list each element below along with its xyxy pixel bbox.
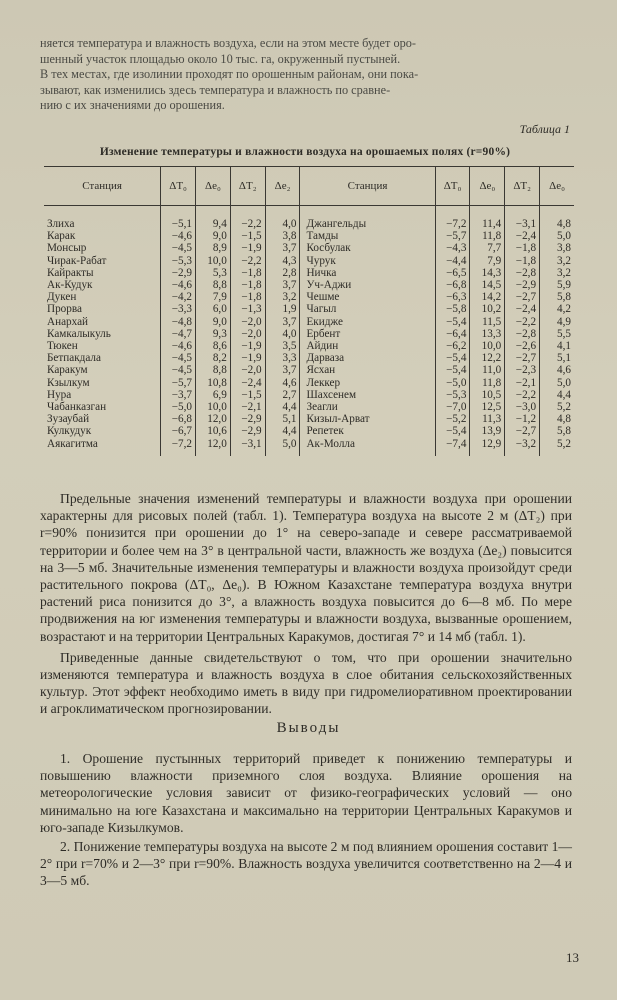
value-cell: −1,9 (230, 352, 265, 364)
value-cell: 14,3 (470, 267, 505, 279)
table-row (44, 291, 574, 303)
value-cell: −1,8 (230, 279, 265, 291)
value-cell: 5,0 (265, 438, 300, 456)
value-cell: 10,6 (195, 425, 230, 437)
value-cell: 11,8 (470, 230, 505, 242)
station-cell: Кулкудук (47, 425, 92, 438)
table-row (44, 279, 574, 291)
value-cell: −6,5 (435, 267, 470, 279)
value-cell: −7,2 (161, 438, 196, 456)
value-cell: −5,2 (435, 413, 470, 425)
value-cell: 3,3 (265, 352, 300, 364)
value-cell: −7,0 (435, 401, 470, 413)
value-cell: −2,8 (505, 267, 540, 279)
value-cell: 10,5 (470, 389, 505, 401)
value-cell: −4,4 (435, 255, 470, 267)
value-cell: 13,9 (470, 425, 505, 437)
value-cell: −5,3 (161, 255, 196, 267)
header-station: Станция (44, 167, 161, 206)
value-cell: 5,5 (540, 328, 574, 340)
value-cell: −2,0 (230, 328, 265, 340)
value-cell: 5,9 (540, 279, 574, 291)
station-cell: Уч-Аджи (300, 279, 435, 291)
value-cell: 10,0 (195, 255, 230, 267)
value-cell: 7,9 (195, 291, 230, 303)
station-cell: Ясхан (300, 364, 435, 376)
value-cell: 10,0 (195, 401, 230, 413)
table-body (44, 206, 574, 456)
value-cell: −3,1 (230, 438, 265, 456)
value-cell: 6,9 (195, 389, 230, 401)
value-cell: −3,0 (505, 401, 540, 413)
station-cell: Чирак-Рабат (47, 254, 107, 267)
value-cell: −4,2 (161, 291, 196, 303)
intro-line: В тех местах, где изолинии проходят по орошенным районам, они пока- (40, 67, 419, 81)
intro-line: нию с их значениями до орошения. (40, 98, 225, 112)
station-cell: Кзылкум (47, 376, 90, 389)
table-row (44, 316, 574, 328)
station-cell: Айдин (300, 340, 435, 352)
value-cell: 4,6 (540, 364, 574, 376)
station-cell: Ак-Молла (300, 438, 435, 456)
station-cell: Дарваза (300, 352, 435, 364)
value-cell: 8,6 (195, 340, 230, 352)
value-cell: 1,9 (265, 303, 300, 315)
value-cell: −1,5 (230, 389, 265, 401)
value-cell: −1,8 (230, 291, 265, 303)
value-cell: −6,3 (435, 291, 470, 303)
value-cell: −5,0 (161, 401, 196, 413)
value-cell: 11,3 (470, 413, 505, 425)
value-cell: 3,7 (265, 242, 300, 254)
station-cell: Анархай (47, 315, 89, 328)
value-cell: −5,1 (161, 206, 196, 231)
station-cell: Бетпакдала (47, 352, 101, 365)
data-table (44, 166, 574, 456)
value-cell: −4,3 (435, 242, 470, 254)
value-cell: −1,8 (230, 267, 265, 279)
header-de0-3: Δe₀ (540, 167, 574, 206)
station-cell: Ак-Кудук (47, 279, 93, 292)
conclusion-item: 1. Орошение пустынных территорий приведет к понижению температуры и повышению влажности приземного слоя воздуха. Влияние орошения на метеорологические условия зависит от физико-географических условий — оно минимально на юге Казахстана и максимально на территории Центральных Каракумов и юго-западе Кизылкумов. (40, 751, 572, 835)
header-de0: Δe₀ (195, 167, 230, 206)
table-row (44, 328, 574, 340)
value-cell: −5,4 (435, 352, 470, 364)
value-cell: 6,0 (195, 303, 230, 315)
station-cell: Ербент (300, 328, 435, 340)
value-cell: 12,5 (470, 401, 505, 413)
value-cell: −6,8 (161, 413, 196, 425)
table-row (44, 340, 574, 352)
table-row (44, 206, 574, 231)
value-cell: 4,6 (265, 377, 300, 389)
value-cell: −1,8 (505, 255, 540, 267)
value-cell: 4,8 (540, 413, 574, 425)
station-cell: Зузаубай (47, 413, 90, 426)
table-row (44, 438, 574, 456)
value-cell: −1,5 (230, 230, 265, 242)
value-cell: −5,0 (435, 377, 470, 389)
table-row (44, 364, 574, 376)
header-dt0: ΔT₀ (161, 167, 196, 206)
value-cell: 14,5 (470, 279, 505, 291)
table-row (44, 267, 574, 279)
station-cell: Дукен (47, 291, 77, 304)
header-station-2: Станция (300, 167, 435, 206)
value-cell: 10,8 (195, 377, 230, 389)
value-cell: 5,1 (265, 413, 300, 425)
value-cell: 3,7 (265, 364, 300, 376)
value-cell: −6,8 (435, 279, 470, 291)
header-de2: Δe₂ (265, 167, 300, 206)
value-cell: −4,7 (161, 328, 196, 340)
value-cell: −2,3 (505, 364, 540, 376)
value-cell: −5,8 (435, 303, 470, 315)
table-header-row (44, 167, 574, 206)
conclusion-item: 2. Понижение температуры воздуха на высоте 2 м под влиянием орошения составит 1—2° при r=70% и 2—3° при r=90%. Влажность воздуха увеличится соответственно на 2—4 и 3—5 мб. (40, 839, 572, 889)
value-cell: 11,4 (470, 206, 505, 231)
value-cell: −2,8 (505, 328, 540, 340)
value-cell: 5,8 (540, 291, 574, 303)
value-cell: −2,1 (505, 377, 540, 389)
station-cell: Чабанказган (47, 401, 107, 414)
value-cell: −4,5 (161, 242, 196, 254)
value-cell: −4,5 (161, 364, 196, 376)
value-cell: −2,2 (230, 206, 265, 231)
table-row (44, 389, 574, 401)
value-cell: −2,1 (230, 401, 265, 413)
value-cell: 13,3 (470, 328, 505, 340)
value-cell: 11,0 (470, 364, 505, 376)
value-cell: −5,4 (435, 425, 470, 437)
value-cell: −7,2 (435, 206, 470, 231)
value-cell: −3,7 (161, 389, 196, 401)
value-cell: 4,1 (540, 340, 574, 352)
value-cell: −1,8 (505, 242, 540, 254)
station-cell: Шахсенем (300, 389, 435, 401)
station-cell: Чурук (300, 255, 435, 267)
station-cell: Джангельды (300, 206, 435, 231)
value-cell: −3,3 (161, 303, 196, 315)
table-row (44, 255, 574, 267)
value-cell: 3,7 (265, 279, 300, 291)
value-cell: 8,8 (195, 279, 230, 291)
intro-line: зывают, как изменились здесь температура и влажность по сравне- (40, 82, 391, 97)
table-row (44, 352, 574, 364)
value-cell: 5,0 (540, 230, 574, 242)
value-cell: −4,5 (161, 352, 196, 364)
value-cell: −1,9 (230, 242, 265, 254)
value-cell: 4,0 (265, 328, 300, 340)
value-cell: 4,0 (265, 206, 300, 231)
value-cell: −4,8 (161, 316, 196, 328)
value-cell: −7,4 (435, 438, 470, 456)
station-cell: Екидже (300, 316, 435, 328)
station-cell: Кизыл-Арват (300, 413, 435, 425)
table-row (44, 230, 574, 242)
intro-line: шенный участок площадью около 10 тыс. га, окруженный пустыней. (40, 51, 401, 66)
value-cell: −2,7 (505, 291, 540, 303)
value-cell: −2,9 (230, 425, 265, 437)
value-cell: 4,4 (265, 425, 300, 437)
value-cell: 3,2 (265, 291, 300, 303)
station-cell: Чагыл (300, 303, 435, 315)
value-cell: 11,5 (470, 316, 505, 328)
value-cell: 5,8 (540, 425, 574, 437)
table-row (44, 401, 574, 413)
value-cell: −5,4 (435, 316, 470, 328)
value-cell: −6,2 (435, 340, 470, 352)
station-cell: Чешме (300, 291, 435, 303)
value-cell: 2,7 (265, 389, 300, 401)
section-heading: Выводы (276, 720, 341, 736)
value-cell: 5,2 (540, 401, 574, 413)
value-cell: 12,0 (195, 413, 230, 425)
value-cell: −2,4 (505, 230, 540, 242)
value-cell: 5,3 (195, 267, 230, 279)
header-dt0-2: ΔT₀ (435, 167, 470, 206)
value-cell: 10,0 (470, 340, 505, 352)
value-cell: −5,3 (435, 389, 470, 401)
value-cell: 3,8 (265, 230, 300, 242)
value-cell: 11,8 (470, 377, 505, 389)
value-cell: 3,8 (540, 242, 574, 254)
value-cell: 4,9 (540, 316, 574, 328)
station-cell: Леккер (300, 377, 435, 389)
value-cell: −2,4 (505, 303, 540, 315)
value-cell: −4,6 (161, 279, 196, 291)
station-cell: Нура (47, 388, 72, 401)
header-de0-2: Δe₀ (470, 167, 505, 206)
value-cell: 9,0 (195, 230, 230, 242)
station-cell: Косбулак (300, 242, 435, 254)
body-text (40, 490, 572, 722)
value-cell: −2,7 (505, 425, 540, 437)
conclusions (40, 750, 572, 892)
value-cell: −2,9 (505, 279, 540, 291)
value-cell: −4,6 (161, 230, 196, 242)
value-cell: 14,2 (470, 291, 505, 303)
station-cell: Камкалыкуль (47, 327, 111, 340)
body-paragraph: Предельные значения изменений температуры и влажности воздуха при орошении характерны для рисовых полей (табл. 1). Температура воздуха на высоте 2 м (ΔT₂) при r=90% понизится при орошении до 1° на северо-западе и севере рассматриваемой территории и более чем на 3° в центральной части, влажность же воздуха (Δe₂) повысится на 3—5 мб. Значительные изменения температуры и влажности воздуха произойдут среди растительного покрова (ΔT₀, Δe₀). В Южном Казахстане температура воздуха внутри растений риса понизится до 3°, а влажность воздуха повысится до 6—8 мб. По мере продвижения на юг изменения температуры и влажности воздуха, вызванные орошением, возрастают и на территории Центральных Каракумов, достигая 7° и 14 мб (табл. 1). (40, 491, 572, 644)
value-cell: 3,5 (265, 340, 300, 352)
station-cell: Зеагли (300, 401, 435, 413)
value-cell: 3,2 (540, 267, 574, 279)
value-cell: −2,0 (230, 316, 265, 328)
value-cell: 9,3 (195, 328, 230, 340)
table-row (44, 425, 574, 437)
value-cell: 8,8 (195, 364, 230, 376)
station-cell: Кайракты (47, 266, 94, 279)
value-cell: −2,7 (505, 352, 540, 364)
table-title: Изменение температуры и влажности воздуха на орошаемых полях (r=90%) (99, 146, 511, 158)
header-dt2: ΔT₂ (230, 167, 265, 206)
value-cell: 12,9 (470, 438, 505, 456)
value-cell: −2,2 (230, 255, 265, 267)
station-cell: Злиха (47, 218, 75, 230)
value-cell: −1,3 (230, 303, 265, 315)
table-row (44, 242, 574, 254)
station-cell: Каракум (47, 364, 88, 377)
station-cell: Репетек (300, 425, 435, 437)
value-cell: 7,7 (470, 242, 505, 254)
value-cell: 5,1 (540, 352, 574, 364)
intro-paragraph (40, 36, 570, 114)
value-cell: 12,0 (195, 438, 230, 456)
station-cell: Прорва (47, 303, 82, 316)
value-cell: −3,2 (505, 438, 540, 456)
value-cell: 3,2 (540, 255, 574, 267)
value-cell: 5,2 (540, 438, 574, 456)
intro-line: няется температура и влажность воздуха, если на этом месте будет оро- (40, 36, 416, 50)
value-cell: 4,4 (540, 389, 574, 401)
value-cell: 4,2 (540, 303, 574, 315)
value-cell: −5,4 (435, 364, 470, 376)
value-cell: −1,2 (505, 413, 540, 425)
station-cell: Карак (47, 230, 76, 243)
value-cell: 5,0 (540, 377, 574, 389)
value-cell: −6,4 (435, 328, 470, 340)
table-row (44, 303, 574, 315)
value-cell: 12,2 (470, 352, 505, 364)
value-cell: 4,8 (540, 206, 574, 231)
station-cell: Ничка (300, 267, 435, 279)
value-cell: −3,1 (505, 206, 540, 231)
value-cell: −2,6 (505, 340, 540, 352)
value-cell: 8,2 (195, 352, 230, 364)
value-cell: −2,9 (230, 413, 265, 425)
value-cell: −6,7 (161, 425, 196, 437)
value-cell: −2,2 (505, 389, 540, 401)
value-cell: 4,4 (265, 401, 300, 413)
station-cell: Тамды (300, 230, 435, 242)
value-cell: 8,9 (195, 242, 230, 254)
station-cell: Аякагитма (47, 437, 98, 450)
value-cell: 3,7 (265, 316, 300, 328)
header-dt2-2: ΔT₂ (505, 167, 540, 206)
value-cell: 7,9 (470, 255, 505, 267)
body-paragraph: Приведенные данные свидетельствуют о том, что при орошении значительно изменяются температура и влажность воздуха в слое обитания сельскохозяйственных культур. Этот эффект необходимо иметь в виду при гидромелиоративном проектировании и агроклиматическом прогнозировании. (40, 649, 572, 717)
value-cell: −4,6 (161, 340, 196, 352)
value-cell: 2,8 (265, 267, 300, 279)
station-cell: Тюкен (47, 340, 78, 353)
table-label: Таблица 1 (519, 122, 570, 136)
page-number: 13 (566, 950, 579, 965)
value-cell: −2,9 (161, 267, 196, 279)
table-row (44, 413, 574, 425)
value-cell: −2,4 (230, 377, 265, 389)
value-cell: −5,7 (161, 377, 196, 389)
table-row (44, 377, 574, 389)
value-cell: 9,0 (195, 316, 230, 328)
value-cell: −5,7 (435, 230, 470, 242)
station-cell: Монсыр (47, 242, 87, 255)
value-cell: −2,2 (505, 316, 540, 328)
value-cell: −1,9 (230, 340, 265, 352)
value-cell: 10,2 (470, 303, 505, 315)
value-cell: −2,0 (230, 364, 265, 376)
value-cell: 9,4 (195, 206, 230, 231)
value-cell: 4,3 (265, 255, 300, 267)
